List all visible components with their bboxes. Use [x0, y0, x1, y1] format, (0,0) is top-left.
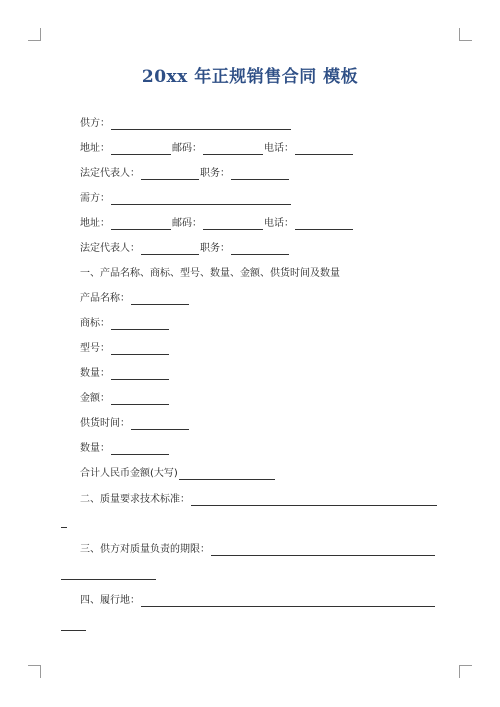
- supplier-blank[interactable]: [111, 118, 291, 130]
- buyer-phone-blank[interactable]: [295, 218, 353, 230]
- amount-label: 金额：: [80, 393, 110, 404]
- supplier-label: 供方：: [80, 118, 110, 129]
- section3-continuation-line[interactable]: [61, 579, 156, 580]
- buyer-blank[interactable]: [111, 193, 291, 205]
- quantity-blank[interactable]: [111, 368, 169, 380]
- corner-mark-top-left: [28, 28, 41, 41]
- buyer-phone-label: 电话：: [264, 218, 294, 229]
- supplier-rep-blank[interactable]: [141, 168, 199, 180]
- model-label: 型号：: [80, 343, 110, 354]
- amount-blank[interactable]: [111, 393, 169, 405]
- section4-heading: 四、履行地：: [80, 595, 140, 606]
- section1-heading: 一、产品名称、商标、型号、数量、金额、供货时间及数量: [80, 268, 340, 279]
- buyer-position-label: 职务：: [200, 243, 230, 254]
- amount-row: [80, 389, 170, 405]
- section2-blank[interactable]: [191, 494, 437, 506]
- supplier-position-blank[interactable]: [231, 168, 289, 180]
- supplier-phone-blank[interactable]: [295, 143, 353, 155]
- supplier-postcode-blank[interactable]: [203, 143, 263, 155]
- supplier-rep-label: 法定代表人：: [80, 168, 140, 179]
- section2-heading: 二、质量要求技术标准：: [80, 494, 190, 505]
- buyer-rep-row: [80, 239, 290, 255]
- document-title: 20xx 年正规销售合同 模板: [141, 67, 359, 87]
- supplier-address-blank[interactable]: [111, 143, 171, 155]
- supplier-address-label: 地址：: [80, 143, 110, 154]
- buyer-label: 需方：: [80, 193, 110, 204]
- corner-mark-bottom-left: [28, 665, 41, 678]
- section1-heading-row: [80, 264, 340, 280]
- total-row: [80, 464, 276, 480]
- product-name-label: 产品名称：: [80, 293, 130, 304]
- total-blank[interactable]: [179, 468, 275, 480]
- section4-blank[interactable]: [141, 595, 435, 607]
- supply-time-row: [80, 414, 190, 430]
- supplier-phone-label: 电话：: [264, 143, 294, 154]
- buyer-position-blank[interactable]: [231, 243, 289, 255]
- model-row: [80, 339, 170, 355]
- supplier-position-label: 职务：: [200, 168, 230, 179]
- quantity-label: 数量：: [80, 368, 110, 379]
- product-name-blank[interactable]: [131, 293, 189, 305]
- section2-row: [80, 490, 438, 506]
- supplier-rep-row: [80, 164, 290, 180]
- buyer-rep-blank[interactable]: [141, 243, 199, 255]
- quantity2-row: [80, 439, 170, 455]
- product-name-row: [80, 289, 190, 305]
- supply-time-blank[interactable]: [131, 418, 189, 430]
- buyer-postcode-label: 邮码：: [172, 218, 202, 229]
- brand-blank[interactable]: [111, 318, 169, 330]
- buyer-address-row: [80, 214, 354, 230]
- corner-mark-top-right: [459, 28, 472, 41]
- supplier-postcode-label: 邮码：: [172, 143, 202, 154]
- section4-continuation-line[interactable]: [61, 630, 86, 631]
- section3-row: [80, 540, 436, 556]
- section3-heading: 三、供方对质量负责的期限：: [80, 544, 210, 555]
- model-blank[interactable]: [111, 343, 169, 355]
- section4-row: [80, 591, 436, 607]
- buyer-row: [80, 189, 292, 205]
- buyer-address-blank[interactable]: [111, 218, 171, 230]
- brand-row: [80, 314, 170, 330]
- buyer-address-label: 地址：: [80, 218, 110, 229]
- section3-blank[interactable]: [211, 544, 435, 556]
- quantity2-label: 数量：: [80, 443, 110, 454]
- supplier-row: [80, 114, 292, 130]
- total-label: 合计人民币金额(大写): [80, 468, 178, 479]
- supplier-address-row: [80, 139, 354, 155]
- brand-label: 商标：: [80, 318, 110, 329]
- section2-continuation-line[interactable]: [61, 527, 67, 528]
- buyer-postcode-blank[interactable]: [203, 218, 263, 230]
- corner-mark-bottom-right: [459, 665, 472, 678]
- quantity2-blank[interactable]: [111, 443, 169, 455]
- buyer-rep-label: 法定代表人：: [80, 243, 140, 254]
- quantity-row: [80, 364, 170, 380]
- supply-time-label: 供货时间：: [80, 418, 130, 429]
